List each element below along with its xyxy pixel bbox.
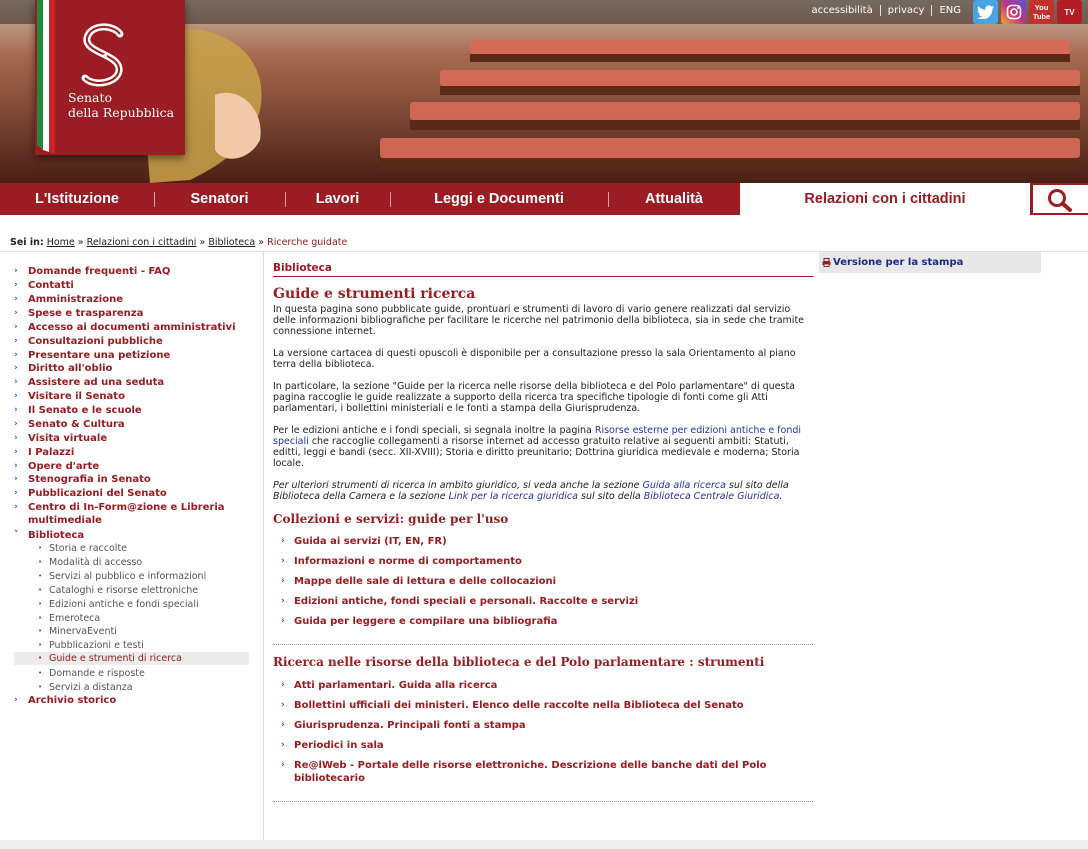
biblioteca-centrale-link[interactable]: Biblioteca Centrale Giuridica [643, 491, 780, 502]
breadcrumb-home[interactable]: Home [46, 237, 75, 248]
menu-item-label: Amministrazione [28, 294, 123, 305]
menu-item[interactable] [14, 446, 250, 459]
arrow-icon: › [281, 680, 285, 690]
menu-item-label: Visitare il Senato [28, 391, 125, 402]
bullet-icon: • [38, 558, 43, 566]
menu-item-label: Consultazioni pubbliche [28, 336, 163, 347]
menu-item[interactable] [14, 362, 250, 375]
submenu-item[interactable] [14, 625, 249, 638]
left-menu [0, 252, 264, 840]
guide-link-label: Guida ai servizi (IT, EN, FR) [294, 536, 447, 547]
header-banner [0, 0, 1088, 183]
guide-link[interactable] [273, 555, 813, 568]
guide-link-label: Informazioni e norme di comportamento [294, 556, 522, 567]
menu-item-label: Spese e trasparenza [28, 308, 144, 319]
guide-link-label: Mappe delle sale di lettura e delle collocazioni [294, 576, 557, 587]
submenu-item-label: Storia e raccolte [49, 543, 128, 554]
menu-item-label: Assistere ad una seduta [28, 377, 165, 388]
submenu-item-label: Domande e risposte [49, 668, 145, 679]
paragraph-text: . [779, 491, 783, 502]
submenu-item[interactable] [14, 598, 249, 611]
submenu-item[interactable] [14, 542, 249, 555]
menu-item[interactable] [14, 473, 250, 486]
arrow-icon: › [14, 488, 18, 498]
paragraph-text: sul sito della Biblioteca della Camera e la sezione [273, 480, 789, 502]
submenu-item-label: Modalità di accesso [49, 557, 143, 568]
arrow-icon: › [14, 405, 18, 415]
paragraph: In questa pagina sono pubblicate guide, prontuari e strumenti di lavoro di vario genere realizzati dal servizio delle informazioni bibliografiche per facilitare le ricerche nel patrimonio della biblioteca, sia in sede che tramite connessione internet. [273, 304, 805, 337]
breadcrumb-sep: » [77, 237, 87, 248]
submenu-item[interactable] [14, 556, 249, 569]
menu-item-label: Biblioteca [28, 530, 85, 541]
instagram-icon[interactable] [1001, 0, 1026, 24]
submenu-item-label: MinervaEventi [49, 626, 117, 637]
bullet-icon: • [38, 669, 43, 677]
menu-item-label: Accesso ai documenti amministrativi [28, 322, 236, 333]
paragraph: In particolare, la sezione "Guide per la ricerca nelle risorse della biblioteca e del Polo parlamentare" di questa pagina raccoglie le guide realizzate a supporto della ricerca tra specifiche tipologie di fonti come gli Atti parlamentari, i bollettini ministeriali e le fonti a stampa della Giurisprudenza. [273, 381, 796, 414]
guide-link[interactable] [273, 699, 813, 712]
nav-senatori[interactable]: Senatori [190, 191, 249, 207]
bullet-icon: • [38, 572, 43, 580]
guida-ricerca-link[interactable]: Guida alla ricerca [642, 480, 726, 491]
bullet-icon: • [38, 641, 43, 649]
guide-link[interactable] [273, 739, 813, 752]
arrow-icon: › [281, 536, 285, 546]
submenu-item-label: Servizi a distanza [49, 682, 133, 693]
paragraph: La versione cartacea di questi opuscoli è disponibile per a consultazione presso la sala Orientamento al piano terra della biblioteca. [273, 348, 796, 370]
guide-link[interactable] [273, 615, 813, 628]
bullet-icon: • [38, 600, 43, 608]
paragraph-text: Per ulteriori strumenti di ricerca in ambito giuridico, si veda anche la sezione [273, 480, 643, 491]
arrow-icon: › [14, 461, 18, 471]
menu-item-label: I Palazzi [28, 447, 75, 458]
submenu-item-label: Guide e strumenti di ricerca [49, 653, 182, 664]
arrow-icon: › [14, 419, 18, 429]
submenu-item-active[interactable] [14, 652, 249, 665]
italian-flag-icon [35, 0, 57, 155]
menu-item-label: Stenografia in Senato [28, 474, 151, 485]
arrow-icon: › [14, 280, 18, 290]
chevron-down-icon: ˅ [14, 530, 19, 540]
nav-attualita[interactable]: Attualità [645, 191, 703, 207]
menu-item[interactable] [14, 335, 250, 348]
accessibility-link[interactable]: accessibilità [811, 5, 873, 16]
menu-item[interactable] [14, 265, 250, 278]
submenu-item[interactable] [14, 681, 249, 694]
menu-item-label: Presentare una petizione [28, 350, 171, 361]
search-icon [1047, 188, 1073, 212]
bullet-icon: • [38, 544, 43, 552]
bullet-icon: • [38, 683, 43, 691]
menu-item-label: Senato & Cultura [28, 419, 125, 430]
arrow-icon: › [281, 596, 285, 606]
arrow-icon: › [281, 720, 285, 730]
menu-item-label: Archivio storico [28, 695, 117, 706]
guide-link-label: Re@lWeb - Portale delle risorse elettroniche. Descrizione delle banche dati del Polo bibliotecario [294, 760, 767, 784]
menu-item-label: Pubblicazioni del Senato [28, 488, 167, 499]
menu-item[interactable] [14, 460, 250, 473]
breadcrumb-biblioteca[interactable]: Biblioteca [208, 237, 256, 248]
guide-link-label: Atti parlamentari. Guida alla ricerca [294, 680, 498, 691]
menu-item[interactable] [14, 349, 250, 362]
paragraph [273, 480, 813, 502]
breadcrumb-sep: » [199, 237, 209, 248]
twitter-icon[interactable] [973, 0, 998, 24]
breadcrumb-label: Sei in: [10, 237, 44, 248]
bullet-icon: • [38, 614, 43, 622]
submenu-item[interactable] [14, 584, 249, 597]
arrow-icon: › [14, 377, 18, 387]
guide-link[interactable] [273, 759, 793, 785]
menu-item-label: Diritto all'oblio [28, 363, 113, 374]
arrow-icon: › [14, 336, 18, 346]
arrow-icon: › [14, 322, 18, 332]
arrow-icon: › [281, 740, 285, 750]
menu-item-label: Opere d'arte [28, 461, 100, 472]
nav-leggi-documenti[interactable]: Leggi e Documenti [434, 191, 564, 207]
menu-item[interactable] [14, 307, 250, 320]
guide-link-label: Edizioni antiche, fondi speciali e personali. Raccolte e servizi [294, 596, 639, 607]
submenu-item-label: Servizi al pubblico e informazioni [49, 571, 207, 582]
submenu-item[interactable] [14, 570, 249, 583]
privacy-link[interactable]: privacy [887, 5, 925, 16]
arrow-icon: › [14, 350, 18, 360]
social-links [973, 0, 1082, 24]
arrow-icon: › [14, 391, 18, 401]
arrow-icon: › [14, 308, 18, 318]
menu-item[interactable] [14, 390, 250, 403]
guide-link[interactable] [273, 719, 813, 732]
senato-logo[interactable] [35, 0, 185, 155]
submenu-item-label: Emeroteca [49, 613, 101, 624]
section-heading: Ricerca nelle risorse della biblioteca e del Polo parlamentare : strumenti [273, 655, 765, 669]
guide-link-label: Periodici in sala [294, 740, 384, 751]
menu-item[interactable] [14, 418, 250, 431]
nav-lavori[interactable]: Lavori [315, 191, 360, 207]
menu-item-archivio[interactable] [14, 694, 250, 707]
english-link[interactable]: ENG [939, 5, 961, 16]
submenu-item[interactable] [14, 667, 249, 680]
arrow-icon: › [281, 700, 285, 710]
main-nav [0, 183, 1088, 215]
guide-link[interactable] [273, 535, 813, 548]
nav-relazioni-cittadini[interactable]: Relazioni con i cittadini [740, 183, 1030, 215]
menu-item[interactable] [14, 432, 250, 445]
submenu-item-label: Edizioni antiche e fondi speciali [49, 599, 199, 610]
top-links [805, 5, 968, 16]
link-ricerca-giuridica-link[interactable]: Link per la ricerca giuridica [448, 491, 578, 502]
printer-icon [822, 258, 831, 270]
print-version-link[interactable]: Versione per la stampa [833, 257, 964, 268]
menu-item[interactable] [14, 404, 250, 417]
main-content [273, 262, 813, 802]
arrow-icon: › [281, 760, 285, 770]
arrow-icon: › [14, 433, 18, 443]
submenu-item[interactable] [14, 639, 249, 652]
arrow-icon: › [14, 474, 18, 484]
bullet-icon: • [38, 627, 43, 635]
guide-link[interactable] [273, 575, 813, 588]
submenu-item-label: Cataloghi e risorse elettroniche [49, 585, 199, 596]
paragraph [273, 425, 813, 469]
section-heading: Collezioni e servizi: guide per l'uso [273, 512, 509, 526]
paragraph-text: Per le edizioni antiche e i fondi speciali, si segnala inoltre la pagina [273, 425, 595, 436]
breadcrumb-sep: » [258, 237, 268, 248]
arrow-icon: › [14, 695, 18, 705]
menu-item[interactable] [14, 501, 250, 527]
bullet-icon: • [38, 654, 43, 662]
dotted-divider [273, 644, 813, 645]
arrow-icon: › [14, 266, 18, 276]
youtube-icon[interactable]: You Tube [1029, 0, 1054, 24]
guide-link[interactable] [273, 679, 813, 692]
senato-emblem-icon [75, 22, 135, 92]
menu-item[interactable] [14, 279, 250, 292]
guide-link-label: Giurisprudenza. Principali fonti a stampa [294, 720, 526, 731]
guide-link-label: Bollettini ufficiali dei ministeri. Elenco delle raccolte nella Biblioteca del Senato [294, 700, 744, 711]
arrow-icon: › [281, 576, 285, 586]
arrow-icon: › [14, 502, 18, 512]
bullet-icon: • [38, 586, 43, 594]
search-button[interactable] [1031, 183, 1088, 215]
dotted-divider [273, 801, 813, 802]
menu-item-label: Domande frequenti - FAQ [28, 266, 171, 277]
paragraph-text: che raccoglie collegamenti a risorse internet ad accesso gratuito relative ai seguenti ambiti: Statuti, editti, leggi e bandi (secc. XII-XVIII); Storia e diritto preunitario; Dottrina giuridica medievale e moderna; Storia locale. [273, 436, 800, 469]
arrow-icon: › [14, 447, 18, 457]
arrow-icon: › [281, 616, 285, 626]
logo-line1: Senato [68, 90, 113, 105]
senato-tv-icon[interactable]: TV [1057, 0, 1082, 24]
logo-line2: della Repubblica [68, 105, 175, 120]
logo-text [68, 90, 174, 120]
submenu-item[interactable] [14, 612, 249, 625]
menu-item-label: Centro di In-Form@zione e Libreria multimediale [28, 502, 225, 526]
breadcrumb-current: Ricerche guidate [267, 237, 348, 248]
menu-item[interactable] [14, 293, 250, 306]
breadcrumb [10, 237, 347, 248]
paragraph-text: sul sito della [577, 491, 644, 502]
menu-item[interactable] [14, 376, 250, 389]
menu-item-label: Il Senato e le scuole [28, 405, 142, 416]
submenu-item-label: Pubblicazioni e testi [49, 640, 144, 651]
external-resources-link[interactable]: Risorse esterne per edizioni antiche e fondi speciali [273, 425, 802, 447]
section-label: Biblioteca [273, 262, 813, 277]
page-title: Guide e strumenti ricerca [273, 286, 476, 302]
footer-strip [0, 840, 1088, 849]
menu-item[interactable] [14, 487, 250, 500]
menu-item-label: Contatti [28, 280, 74, 291]
menu-item[interactable] [14, 321, 250, 334]
print-version-box[interactable] [819, 252, 1041, 273]
nav-istituzione[interactable]: L'Istituzione [35, 191, 119, 207]
arrow-icon: › [14, 294, 18, 304]
guide-link-label: Guida per leggere e compilare una bibliografia [294, 616, 558, 627]
arrow-icon: › [281, 556, 285, 566]
menu-item-label: Visita virtuale [28, 433, 108, 444]
breadcrumb-relazioni[interactable]: Relazioni con i cittadini [86, 237, 197, 248]
arrow-icon: › [14, 363, 18, 373]
guide-link[interactable] [273, 595, 813, 608]
menu-item-biblioteca[interactable] [14, 529, 250, 542]
